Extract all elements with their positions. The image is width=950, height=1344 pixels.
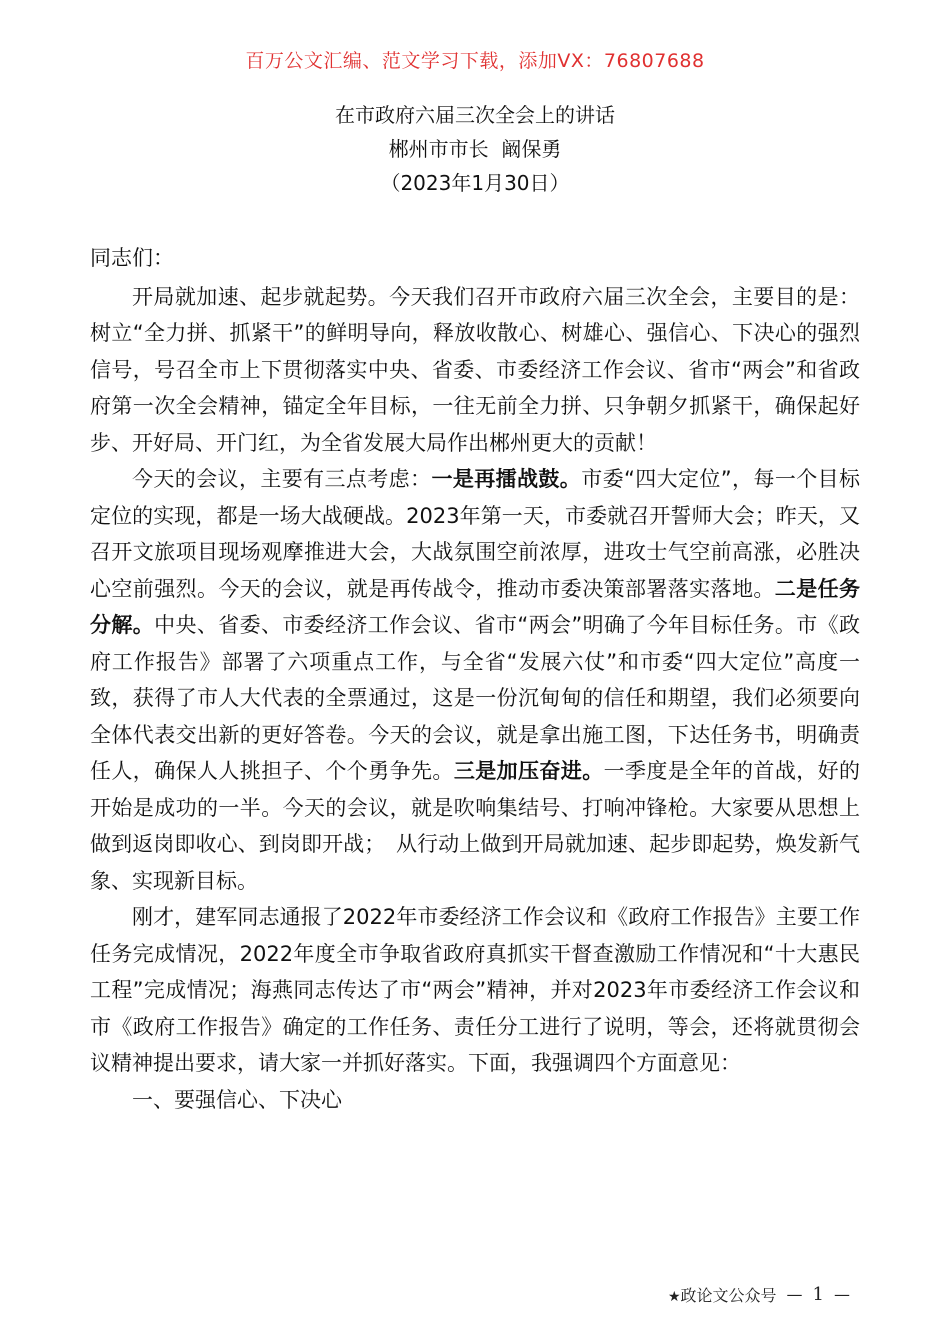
title-block xyxy=(0,98,950,200)
footer-source-label: 政论文公众号 xyxy=(680,1286,777,1305)
footer-source xyxy=(668,1283,777,1306)
footer-dash-right: — xyxy=(834,1285,850,1304)
paragraph-briefing: 刚才，建军同志通报了2022年市委经济工作会议和《政府工作报告》主要工作任务完成情况，2022年度全市争取省政府真抓实干督查激励工作情况和“十大惠民工程”完成情况；海燕同志传达了市“两会”精神，并对2023年市委经济工作会议和市《政府工作报告》确定的工作任务、责任分工进行了说明，等会，还将就贯彻会议精神提出要求，请大家一并抓好落实。下面，我强调四个方面意见： xyxy=(90,905,860,1075)
considerations-intro: 今天的会议，主要有三点考虑： xyxy=(132,467,432,491)
speech-author: 郴州市市长 阚保勇 xyxy=(388,137,562,161)
page-footer xyxy=(668,1283,850,1306)
point-two-text: 中央、省委、市委经济工作会议、省市“两会”明确了今年目标任务。市《政府工作报告》部署了六项重点工作，与全省“发展六仗”和市委“四大定位”高度一致，获得了市人大代表的全票通过，这是一份沉甸甸的信任和期望，我们必须要向全体代表交出新的更好答卷。今天的会议，就是拿出施工图，下达任务书，明确责任人，确保人人挑担子、个个勇争先。 xyxy=(90,613,860,783)
point-three-heading: 三是加压奋进。 xyxy=(453,759,604,783)
footer-dash-left: — xyxy=(786,1285,803,1304)
watermark-banner: 百万公文汇编、范文学习下载，添加VX：76807688 xyxy=(245,50,705,72)
salutation: 同志们： xyxy=(90,246,174,270)
point-one-heading: 一是再擂战鼓。 xyxy=(431,467,582,491)
section-heading-one: 一、要强信心、下决心 xyxy=(132,1087,342,1112)
point-two-heading: 二是任务分解。 xyxy=(90,576,860,637)
paragraph-three-considerations xyxy=(90,461,860,899)
point-three-text: 一季度是全年的首战，好的开始是成功的一半。今天的会议，就是吹响集结号、打响冲锋枪。大家要从思想上做到返岗即收心、到岗即开战； 从行动上做到开局就加速、起步即起势，焕发新气象、实现新目标。 xyxy=(90,759,861,893)
speech-body xyxy=(90,240,860,1118)
paragraph-opening: 开局就加速、起步就起势。今天我们召开市政府六届三次全会，主要目的是：树立“全力拼、抓紧干”的鲜明导向，释放收散心、树雄心、强信心、下决心的强烈信号，号召全市上下贯彻落实中央、省委、市委经济工作会议、省市“两会”和省政府第一次全会精神，锚定全年目标，一往无前全力拼、只争朝夕抓紧干，确保起好步、开好局、开门红，为全省发展大局作出郴州更大的贡献！ xyxy=(90,284,860,455)
speech-title: 在市政府六届三次全会上的讲话 xyxy=(335,103,615,127)
point-one-text: 市委“四大定位”，每一个目标定位的实现，都是一场大战硬战。2023年第一天，市委就召开誓师大会；昨天，又召开文旅项目现场观摩推进大会，大战氛围空前浓厚，进攻士气空前高涨，必胜决心空前强烈。今天的会议，就是再传战令，推动市委决策部署落实落地。 xyxy=(90,467,861,601)
page-number: 1 xyxy=(812,1284,824,1305)
speech-date: （2023年1月30日） xyxy=(380,171,570,195)
star-icon: ★ xyxy=(667,1289,681,1305)
